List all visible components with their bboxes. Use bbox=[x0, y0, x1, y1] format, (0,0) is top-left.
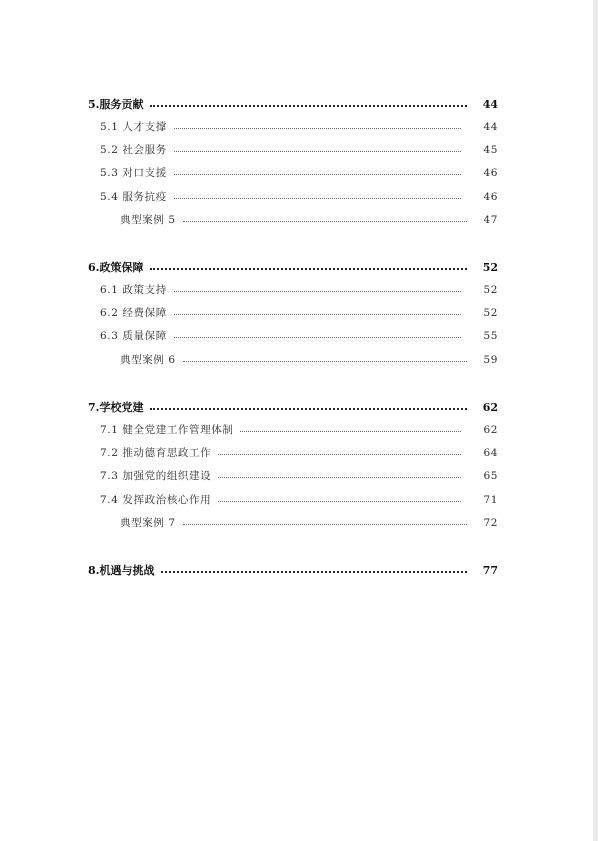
toc-item-6-2[interactable] bbox=[100, 305, 498, 320]
dot-leader bbox=[174, 198, 462, 199]
toc-page-number: 52 bbox=[483, 283, 498, 296]
toc-item-title: 7.4 发挥政治核心作用 bbox=[100, 494, 212, 506]
toc-item-title: 6.1 政策支持 bbox=[100, 284, 167, 296]
dot-leader bbox=[218, 454, 461, 455]
dot-leader bbox=[174, 174, 462, 175]
toc-item-5-4[interactable] bbox=[100, 189, 498, 204]
toc-item-7-3[interactable] bbox=[100, 468, 498, 483]
toc-item-title: 6.2 经费保障 bbox=[100, 307, 167, 319]
toc-case-7[interactable] bbox=[120, 515, 498, 530]
toc-page-number: 52 bbox=[483, 306, 498, 319]
toc-page-number: 46 bbox=[483, 166, 498, 179]
toc-section-title: 8.机遇与挑战 bbox=[88, 564, 155, 577]
toc-page-number: 44 bbox=[482, 97, 498, 111]
toc-item-title: 5.4 服务抗疫 bbox=[100, 191, 167, 203]
toc-item-title: 6.3 质量保障 bbox=[100, 330, 167, 342]
toc-page-number: 52 bbox=[482, 260, 498, 274]
toc-page-number: 44 bbox=[483, 120, 498, 133]
toc-page-number: 62 bbox=[483, 423, 498, 436]
dot-leader bbox=[183, 361, 468, 362]
dot-leader bbox=[174, 337, 462, 338]
toc-page-number: 46 bbox=[483, 190, 498, 203]
toc-item-title: 5.3 对口支援 bbox=[100, 167, 167, 179]
toc-section-8[interactable] bbox=[88, 562, 498, 578]
toc-page-number: 71 bbox=[483, 493, 498, 506]
toc-item-7-2[interactable] bbox=[100, 445, 498, 460]
dot-leader bbox=[218, 477, 461, 478]
dot-leader bbox=[174, 314, 462, 315]
dot-leader bbox=[174, 151, 462, 152]
toc-page-number: 55 bbox=[483, 329, 498, 342]
toc-case-title: 典型案例 5 bbox=[120, 214, 176, 226]
dot-leader bbox=[183, 221, 468, 222]
dot-leader bbox=[161, 571, 466, 573]
toc-item-6-1[interactable] bbox=[100, 282, 498, 297]
toc-page-number: 62 bbox=[482, 400, 498, 414]
toc-case-title: 典型案例 6 bbox=[120, 354, 176, 366]
dot-leader bbox=[150, 408, 466, 410]
toc-section-6[interactable] bbox=[88, 259, 498, 275]
dot-leader bbox=[174, 128, 462, 129]
toc-item-7-4[interactable] bbox=[100, 492, 498, 507]
toc-item-7-1[interactable] bbox=[100, 422, 498, 437]
toc-page-number: 64 bbox=[483, 446, 498, 459]
toc-item-title: 5.1 人才支撑 bbox=[100, 121, 167, 133]
dot-leader bbox=[150, 268, 466, 270]
toc-item-title: 7.2 推动德育思政工作 bbox=[100, 447, 212, 459]
toc-section-title: 7.学校党建 bbox=[88, 401, 144, 414]
toc-page-number: 72 bbox=[483, 516, 498, 529]
toc-section-title: 5.服务贡献 bbox=[88, 98, 144, 111]
toc-item-5-2[interactable] bbox=[100, 142, 498, 157]
toc-section-7[interactable] bbox=[88, 399, 498, 415]
toc-section-title: 6.政策保障 bbox=[88, 261, 144, 274]
toc-page-number: 59 bbox=[483, 353, 498, 366]
dot-leader bbox=[150, 105, 466, 107]
dot-leader bbox=[174, 291, 462, 292]
toc-item-5-1[interactable] bbox=[100, 119, 498, 134]
toc-item-6-3[interactable] bbox=[100, 328, 498, 343]
dot-leader bbox=[183, 524, 468, 525]
toc-page-number: 77 bbox=[482, 563, 498, 577]
toc-item-title: 7.3 加强党的组织建设 bbox=[100, 470, 212, 482]
toc-item-title: 7.1 健全党建工作管理体制 bbox=[100, 424, 234, 436]
toc-section-5[interactable] bbox=[88, 96, 498, 112]
toc-case-title: 典型案例 7 bbox=[120, 517, 176, 529]
dot-leader bbox=[240, 431, 461, 432]
toc-case-5[interactable] bbox=[120, 212, 498, 227]
dot-leader bbox=[218, 501, 461, 502]
toc-page-number: 45 bbox=[483, 143, 498, 156]
toc-case-6[interactable] bbox=[120, 352, 498, 367]
toc-item-title: 5.2 社会服务 bbox=[100, 144, 167, 156]
toc-item-5-3[interactable] bbox=[100, 165, 498, 180]
toc-page-number: 47 bbox=[483, 213, 498, 226]
toc-page-number: 65 bbox=[483, 469, 498, 482]
